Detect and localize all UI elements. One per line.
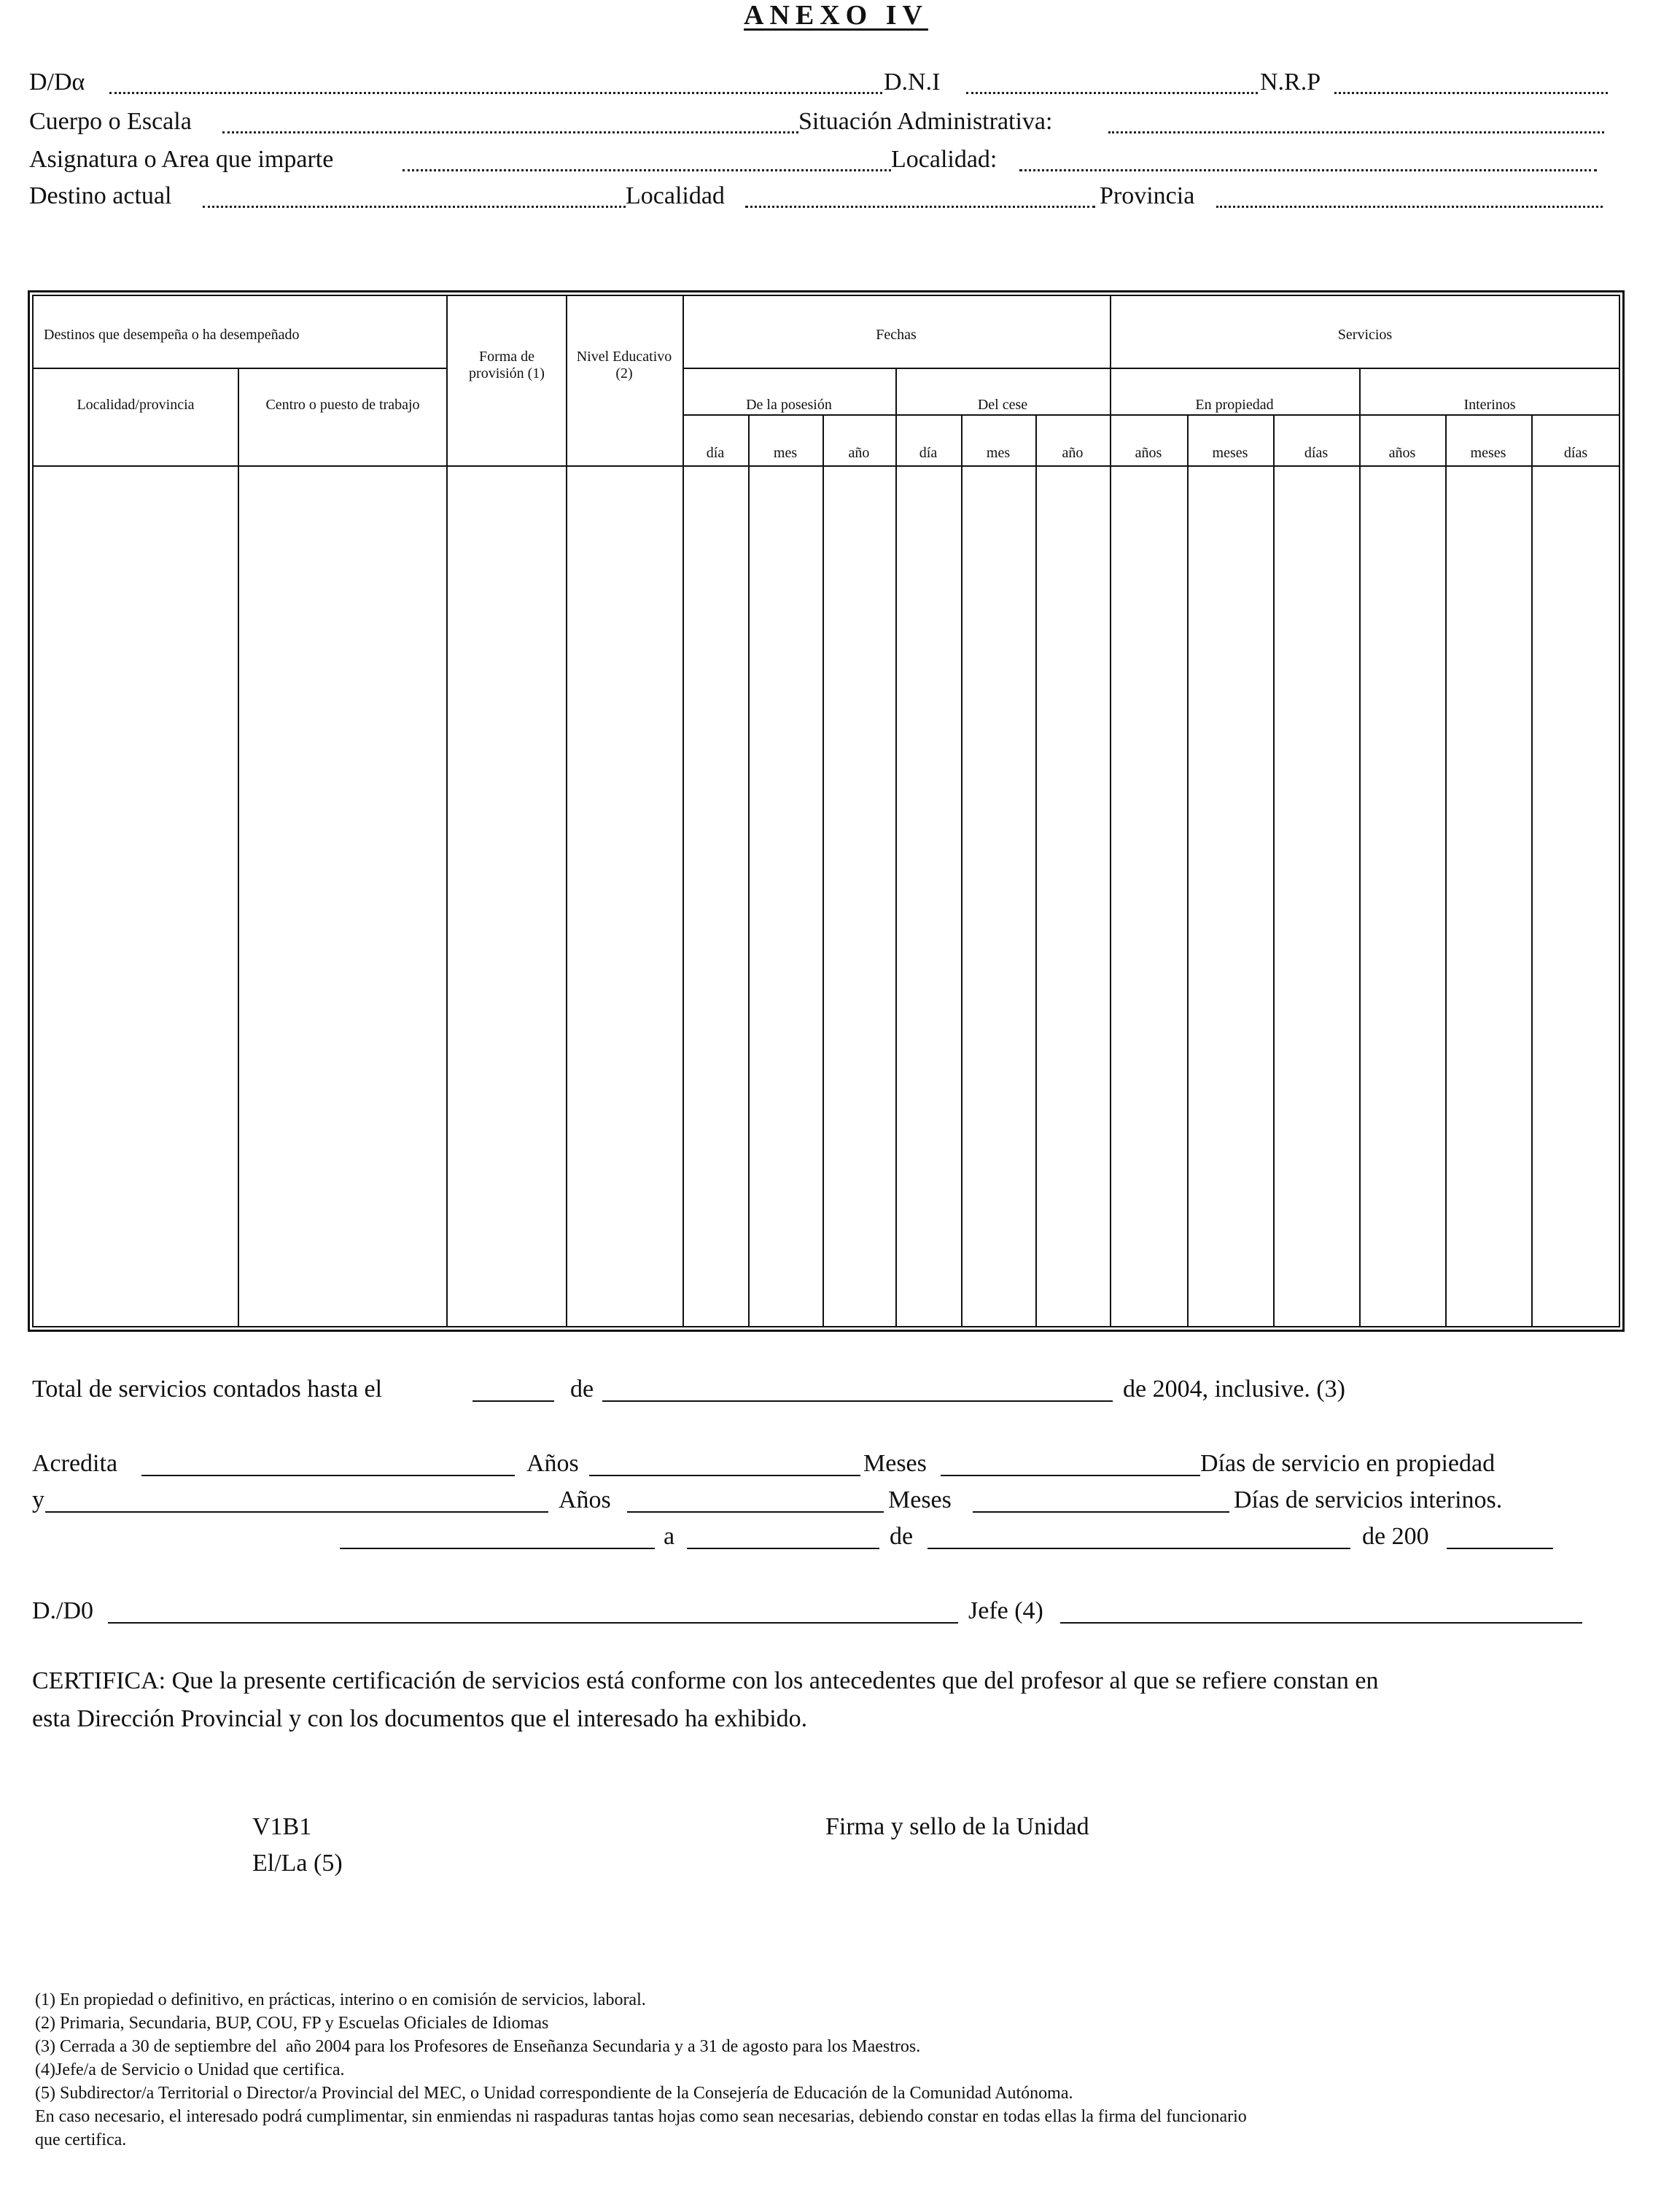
col-rule <box>1187 414 1189 1327</box>
col-rule <box>1445 414 1447 1327</box>
a-label: a <box>664 1523 675 1550</box>
document-title: ANEXO IV <box>744 0 928 31</box>
th-sub-dias: días <box>1563 445 1588 461</box>
dni-label: D.N.I <box>884 69 941 96</box>
col-rule <box>238 368 239 1327</box>
th-nivel: Nivel Educativo (2) <box>576 349 672 381</box>
th-sub-dia: día <box>706 445 725 461</box>
y-label: y <box>32 1486 44 1513</box>
footnote-2: (2) Primaria, Secundaria, BUP, COU, FP y Escuelas Oficiales de Idiomas <box>35 2014 549 2033</box>
asignatura-field[interactable] <box>402 166 891 171</box>
dias-label-1: Días de servicio en propiedad <box>1200 1450 1496 1477</box>
cuerpo-field[interactable] <box>222 128 798 133</box>
localidad-label-1: Localidad: <box>891 146 998 173</box>
provincia-field[interactable] <box>1216 203 1603 208</box>
certifica-line-2: esta Dirección Provincial y con los documentos que el interesado ha exhibido. <box>32 1705 808 1732</box>
nombre-label: D/Dα <box>29 69 85 96</box>
th-sub-dia: día <box>919 445 938 461</box>
y-field[interactable] <box>45 1511 548 1513</box>
total-suffix: de 2004, inclusive. (3) <box>1123 1376 1345 1403</box>
col-rule <box>446 295 448 1327</box>
dias-label-2: Días de servicios interinos. <box>1234 1486 1503 1513</box>
col-rule <box>822 414 824 1327</box>
col-rule <box>748 414 750 1327</box>
de-label: de <box>890 1523 914 1550</box>
col-rule <box>895 368 897 1327</box>
anos-field-1[interactable] <box>589 1475 860 1476</box>
th-posesion: De la posesión <box>746 397 832 413</box>
col-rule <box>1359 368 1361 1327</box>
fecha-ano-field[interactable] <box>1447 1548 1553 1549</box>
th-propiedad: En propiedad <box>1195 397 1274 413</box>
fecha-dia-field[interactable] <box>687 1548 879 1549</box>
anos-field-2[interactable] <box>627 1511 884 1513</box>
meses-field-2[interactable] <box>973 1511 1229 1513</box>
header-rule-destinos <box>32 368 446 369</box>
meses-label-2: Meses <box>888 1486 952 1513</box>
total-de-label: de <box>570 1376 594 1403</box>
nrp-field[interactable] <box>1334 89 1608 94</box>
el-la-label: El/La (5) <box>252 1850 343 1877</box>
fecha-mes-field[interactable] <box>928 1548 1350 1549</box>
footnote-6: En caso necesario, el interesado podrá cumplimentar, sin enmiendas ni raspaduras tantas hojas como sean necesarias, debiendo constar en todas ellas la firma del funcionario <box>35 2107 1247 2126</box>
th-sub-ano: año <box>848 445 870 461</box>
th-sub-meses: meses <box>1470 445 1506 461</box>
th-sub-mes: mes <box>773 445 798 461</box>
anos-label-2: Años <box>559 1486 611 1513</box>
firma-sello-label: Firma y sello de la Unidad <box>825 1813 1089 1840</box>
certifica-line-1: CERTIFICA: Que la presente certificación de servicios está conforme con los antecedentes que del profesor al que se refiere constan en <box>32 1667 1379 1694</box>
nrp-label: N.R.P <box>1260 69 1321 96</box>
localidad-field-2[interactable] <box>745 203 1095 208</box>
jefe-field[interactable] <box>1060 1622 1582 1624</box>
total-month-field[interactable] <box>602 1400 1113 1402</box>
th-fechas: Fechas <box>876 327 917 343</box>
th-servicios: Servicios <box>1337 327 1393 343</box>
visto-bueno-label: V1B1 <box>252 1813 312 1840</box>
footnote-5: (5) Subdirector/a Territorial o Director/a Provincial del MEC, o Unidad correspondiente de la Consejería de Educación de la Comunidad Autónoma. <box>35 2084 1073 2103</box>
jefe-label: Jefe (4) <box>968 1597 1043 1624</box>
col-rule <box>1035 414 1037 1327</box>
nombre-field[interactable] <box>109 89 882 94</box>
dni-field[interactable] <box>966 89 1258 94</box>
situacion-label: Situación Administrativa: <box>798 108 1053 135</box>
th-sub-meses: meses <box>1212 445 1248 461</box>
footnote-1: (1) En propiedad o definitivo, en prácticas, interino o en comisión de servicios, laboral. <box>35 1990 646 2009</box>
acredita-field[interactable] <box>141 1475 515 1476</box>
cuerpo-label: Cuerpo o Escala <box>29 108 192 135</box>
th-sub-anos: años <box>1135 445 1162 461</box>
total-day-field[interactable] <box>472 1400 554 1402</box>
th-sub-anos: años <box>1388 445 1416 461</box>
dd-field[interactable] <box>108 1622 958 1624</box>
dd-label: D./D0 <box>32 1597 94 1624</box>
col-rule <box>566 295 567 1327</box>
footnote-4: (4)Jefe/a de Servicio o Unidad que certifica. <box>35 2060 345 2079</box>
th-destinos: Destinos que desempeña o ha desempeñado <box>44 327 300 343</box>
destino-field[interactable] <box>203 203 626 208</box>
header-rule-bottom <box>32 465 1620 467</box>
localidad-label-2: Localidad <box>626 182 725 209</box>
localidad-field-1[interactable] <box>1019 166 1597 171</box>
provincia-label: Provincia <box>1100 182 1195 209</box>
total-label: Total de servicios contados hasta el <box>32 1376 383 1403</box>
header-rule-fechas-servicios <box>682 368 1620 369</box>
lugar-field[interactable] <box>340 1548 655 1549</box>
situacion-field[interactable] <box>1108 128 1604 133</box>
th-localidad: Localidad/provincia <box>77 397 195 413</box>
th-sub-mes: mes <box>986 445 1011 461</box>
meses-field-1[interactable] <box>941 1475 1200 1476</box>
footnote-7: que certifica. <box>35 2130 127 2149</box>
de200-label: de 200 <box>1362 1523 1429 1550</box>
destino-label: Destino actual <box>29 182 172 209</box>
th-forma: Forma de provisión (1) <box>469 349 545 381</box>
col-rule <box>1531 414 1533 1327</box>
asignatura-label: Asignatura o Area que imparte <box>29 146 334 173</box>
anos-label-1: Años <box>526 1450 579 1477</box>
col-rule <box>961 414 962 1327</box>
footnote-3: (3) Cerrada a 30 de septiembre del año 2004 para los Profesores de Enseñanza Secundaria y a 31 de agosto para los Maestros. <box>35 2037 921 2056</box>
th-cese: Del cese <box>977 397 1028 413</box>
th-sub-dias: días <box>1304 445 1329 461</box>
th-sub-ano: año <box>1062 445 1084 461</box>
th-interinos: Interinos <box>1463 397 1516 413</box>
meses-label-1: Meses <box>863 1450 927 1477</box>
col-rule <box>1273 414 1275 1327</box>
th-centro: Centro o puesto de trabajo <box>265 397 420 413</box>
acredita-label: Acredita <box>32 1450 118 1477</box>
